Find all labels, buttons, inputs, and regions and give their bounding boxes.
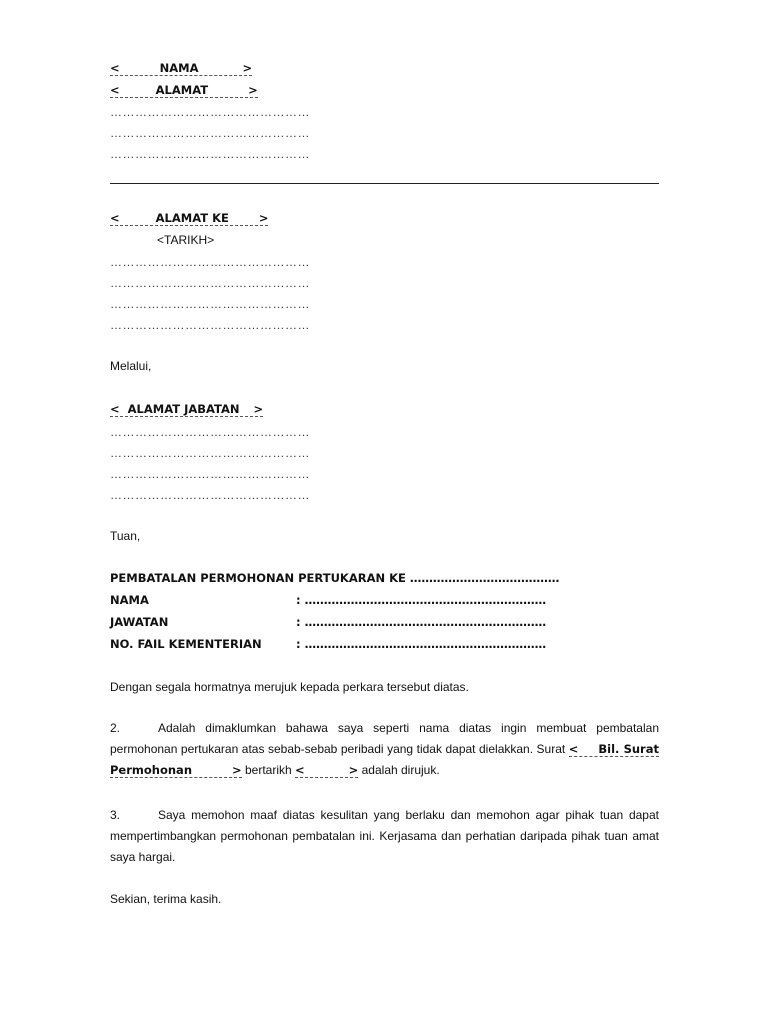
- field-value-jawatan: : ………………………………………………………: [296, 615, 547, 629]
- field-label-jawatan: JAWATAN: [110, 615, 169, 629]
- field-value-nama: : ………………………………………………………: [296, 593, 547, 607]
- via-label: Melalui,: [110, 359, 152, 373]
- sender-address-line: …………………………………………: [110, 126, 310, 140]
- intro-paragraph: Dengan segala hormatnya merujuk kepada perkara tersebut diatas.: [110, 680, 469, 694]
- field-label-nama: NAMA: [110, 593, 149, 607]
- department-address-line: …………………………………………: [110, 467, 310, 481]
- department-address-placeholder: < ALAMAT JABATAN >: [110, 402, 264, 416]
- paragraph-3-number: 3.: [110, 808, 121, 822]
- field-value-no-fail: : ………………………………………………………: [296, 637, 547, 651]
- department-address-line: …………………………………………: [110, 425, 310, 439]
- header-divider: [110, 183, 659, 184]
- paragraph-2-number: 2.: [110, 721, 121, 735]
- recipient-address-line: …………………………………………: [110, 276, 310, 290]
- field-label-no-fail: NO. FAIL KEMENTERIAN: [110, 637, 262, 651]
- closing: Sekian, terima kasih.: [110, 892, 222, 906]
- paragraph-2: 2. Adalah dimaklumkan bahawa saya seperti nama diatas ingin membuat pembatalan permohonan pertukaran atas sebab-sebab peribadi yang tidak dapat dielakkan. Surat < Bil. Surat Permohonan > bertarikh < > adalah dirujuk.: [110, 718, 659, 781]
- sender-name-placeholder: < NAMA >: [110, 61, 253, 75]
- recipient-address-line: …………………………………………: [110, 297, 310, 311]
- date-placeholder: <TARIKH>: [157, 233, 215, 247]
- sender-address-line: …………………………………………: [110, 147, 310, 161]
- recipient-address-placeholder: < ALAMAT KE >: [110, 211, 269, 225]
- recipient-address-line: …………………………………………: [110, 255, 310, 269]
- sender-address-placeholder: < ALAMAT >: [110, 83, 258, 97]
- department-address-line: …………………………………………: [110, 446, 310, 460]
- department-address-line: …………………………………………: [110, 488, 310, 502]
- recipient-address-line: …………………………………………: [110, 318, 310, 332]
- letter-date-placeholder: < >: [295, 763, 359, 777]
- paragraph-3: 3. Saya memohon maaf diatas kesulitan yang berlaku dan memohon agar pihak tuan dapat mempertimbangkan permohonan pembatalan ini. Kerjasama dan perhatian daripada pihak tuan amat saya hargai.: [110, 805, 659, 868]
- letter-reference-placeholder: < Bil. Surat Permohonan >: [110, 742, 659, 777]
- subject-title: PEMBATALAN PERMOHONAN PERTUKARAN KE …………………………………: [110, 571, 560, 585]
- sender-address-line: …………………………………………: [110, 105, 310, 119]
- salutation: Tuan,: [110, 529, 141, 543]
